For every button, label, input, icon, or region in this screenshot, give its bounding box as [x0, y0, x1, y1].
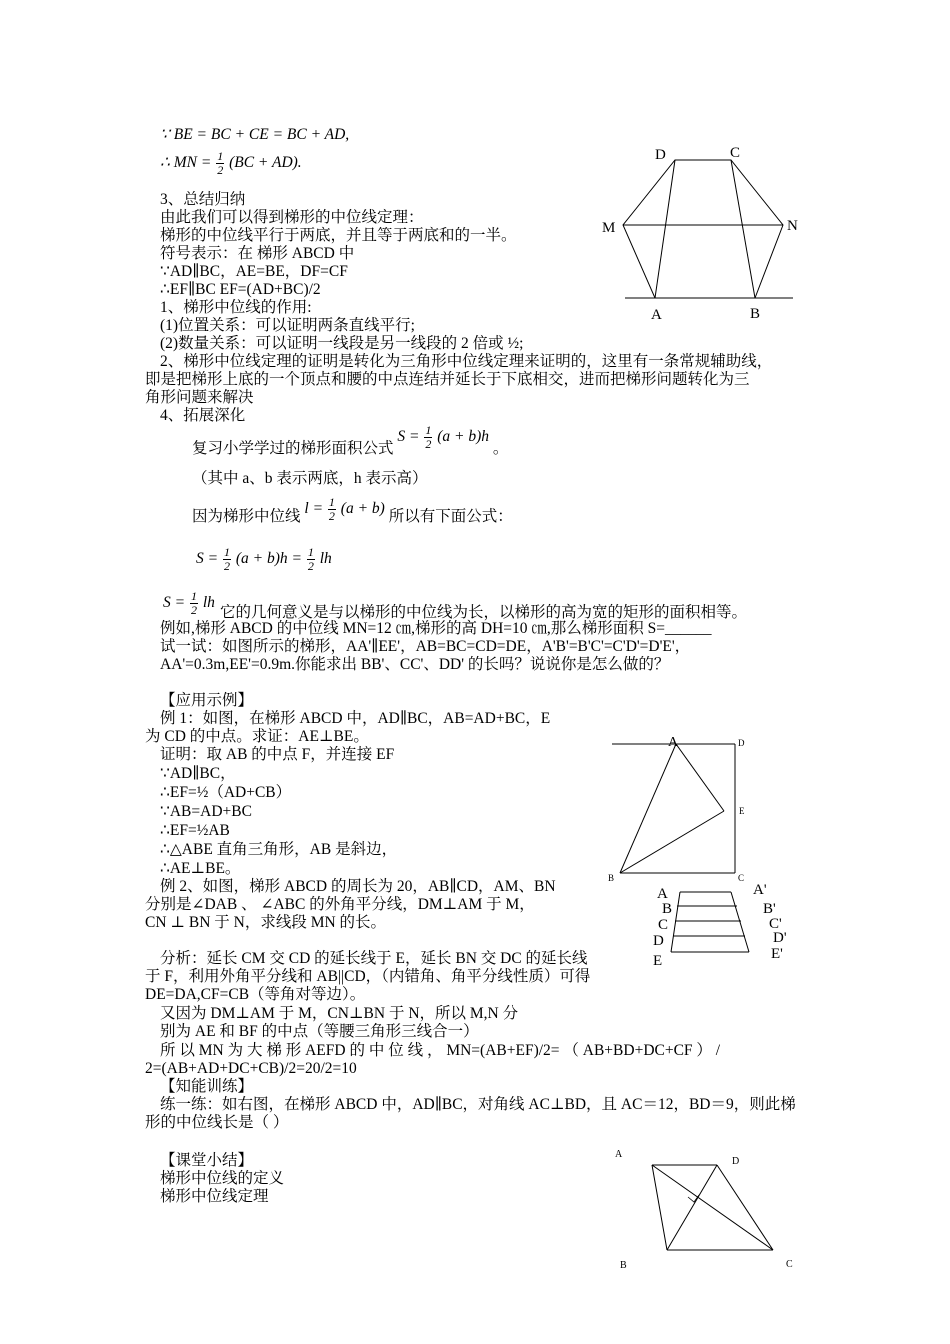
- label-left: B: [662, 901, 673, 917]
- label-c: C: [738, 873, 745, 883]
- midline-fraction: [328, 496, 336, 523]
- label-b: B: [750, 306, 761, 322]
- diagonal-ac: [652, 1165, 773, 1250]
- side-ab: [652, 1165, 667, 1250]
- area-text: 复习小学学过的梯形面积公式: [192, 440, 394, 458]
- label-m: M: [602, 220, 616, 236]
- label-left: E: [653, 953, 663, 969]
- application-heading: 【应用示例】: [160, 692, 254, 709]
- section3-heading: 3、总结归纳: [160, 191, 246, 208]
- area-formula: [397, 423, 493, 451]
- analysis-line: 于 F，利用外角平分线和 AB||CD，（内错角、角平分线性质）可得: [145, 968, 591, 985]
- label-b: B: [608, 873, 615, 883]
- application-line: ∴AE⊥BE。: [160, 860, 241, 877]
- label-right: E': [771, 946, 783, 962]
- big-formula-a: S =: [196, 550, 219, 568]
- big-formula: [196, 546, 332, 573]
- be-equation: ∵ BE = BC + CE = BC + AD,: [160, 126, 350, 143]
- application-line: ∵AB=AD+BC: [160, 803, 252, 820]
- label-c: C: [730, 145, 741, 161]
- analysis-line: 2=(AB+AD+DC+CB)/2=20/2=10: [145, 1060, 357, 1077]
- label-a: A: [615, 1149, 623, 1160]
- frac-den: 2: [223, 559, 230, 573]
- application-line: 证明：取 AB 的中点 F，并连接 EF: [160, 746, 395, 763]
- midline-formula-suffix: (a + b): [340, 500, 385, 518]
- segment-be: [620, 811, 724, 873]
- midline-formula: [304, 495, 388, 523]
- midline-after: 所以有下面公式：: [388, 508, 513, 526]
- stacked-trapezoid-figure: [645, 878, 795, 970]
- area-formula-line: [192, 423, 509, 463]
- frac-den: 2: [307, 559, 314, 573]
- trapezoid-midline-figure: [595, 140, 810, 330]
- frac-num: 1: [223, 545, 230, 559]
- big-fraction-1: [223, 546, 231, 573]
- summary-line: 梯形中位线定理: [160, 1188, 269, 1205]
- big-fraction-2: [307, 546, 315, 573]
- section3-line: (1)位置关系：可以证明两条直线平行;: [160, 317, 415, 334]
- analysis-line: 所 以 MN 为 大 梯 形 AEFD 的 中 位 线 ， MN=(AB+EF)/2= （ AB+BD+DC+CF ） /: [160, 1042, 721, 1059]
- s-formula: [163, 590, 215, 617]
- training-heading: 【知能训练】: [160, 1078, 254, 1095]
- label-left: A: [657, 886, 668, 902]
- s-fraction: [190, 590, 198, 617]
- training-line-1: 练一练：如右图，在梯形 ABCD 中，AD∥BC，对角线 AC⊥BD，且 AC＝12，BD＝9，则此梯: [160, 1096, 796, 1113]
- label-right: D': [773, 930, 787, 946]
- try-line-2: AA'=0.3m,EE'=0.9m.你能求出 BB'、CC'、DD' 的长吗？说说你是怎么做的？: [160, 656, 670, 673]
- mn-suffix: (BC + AD).: [229, 154, 302, 172]
- area-note: （其中 a、b 表示两底，h 表示高）: [192, 470, 428, 487]
- label-c: C: [786, 1259, 793, 1270]
- analysis-line: DE=DA,CF=CB（等角对等边）。: [145, 986, 366, 1003]
- frac-num: 1: [328, 495, 335, 509]
- application-line: 分别是∠DAB 、 ∠ABC 的外角平分线，DM⊥AM 于 M，: [145, 896, 535, 913]
- mn-equation: [160, 150, 302, 177]
- section3-line: 符号表示：在 梯形 ABCD 中: [160, 245, 355, 262]
- frac-num: 1: [425, 423, 432, 437]
- example-line: 例如,梯形 ABCD 的中位线 MN=12 ㎝,梯形的高 DH=10 ㎝,那么梯形面积 S=______: [160, 620, 712, 637]
- side-ab: [620, 744, 676, 873]
- mn-frac-num: 1: [217, 149, 224, 163]
- application-line: CN ⊥ BN 于 N，求线段 MN 的长。: [145, 914, 387, 931]
- label-a: A: [651, 307, 662, 323]
- section3-line: ∵AD∥BC，AE=BE，DF=CF: [160, 263, 348, 280]
- area-fraction: [424, 424, 432, 451]
- application-line: 为 CD 的中点。求证：AE⊥BE。: [145, 728, 369, 745]
- label-right: A': [753, 882, 767, 898]
- outline: [623, 160, 783, 298]
- section3-line: 由此我们可以得到梯形的中位线定理：: [160, 209, 424, 226]
- analysis-line: 又因为 DM⊥AM 于 M，CN⊥BN 于 N，所以 M,N 分: [160, 1005, 519, 1022]
- section4-heading: 4、拓展深化: [160, 407, 246, 424]
- label-d: D: [732, 1156, 740, 1167]
- section3-line: (2)数量关系：可以证明一线段是另一线段的 2 倍或 ½;: [160, 335, 524, 352]
- frac-num: 1: [307, 545, 314, 559]
- analysis-line: 分析：延长 CM 交 CD 的延长线于 E，延长 BN 交 DC 的延长线: [160, 950, 588, 967]
- big-formula-b: (a + b)h =: [235, 550, 302, 568]
- application-line: 例 2、如图，梯形 ABCD 的周长为 20，AB∥CD，AM、BN: [160, 878, 556, 895]
- s-formula-suffix: lh: [202, 594, 215, 612]
- midline-text: 因为梯形中位线: [192, 508, 301, 526]
- meaning-line: 它的几何意义是与以梯形的中位线为长，以梯形的高为宽的矩形的面积相等。: [220, 604, 748, 621]
- area-formula-prefix: S =: [397, 428, 420, 446]
- section3-line: 角形问题来解决: [145, 389, 254, 406]
- side-dc: [717, 1165, 773, 1250]
- section3-line: 1、梯形中位线的作用:: [160, 299, 312, 316]
- label-e: E: [739, 806, 745, 816]
- frac-den: 2: [425, 437, 432, 451]
- frac-den: 2: [190, 603, 197, 617]
- section3-line: ∴EF∥BC EF=(AD+BC)/2: [160, 281, 321, 298]
- label-right: B': [763, 901, 776, 917]
- diagonals-figure: [605, 1145, 805, 1275]
- mn-prefix: ∴ MN =: [160, 154, 212, 172]
- label-n: N: [787, 218, 798, 234]
- label-left: D: [653, 933, 664, 949]
- example1-figure: [600, 730, 760, 885]
- area-formula-suffix: (a + b)h: [437, 428, 490, 446]
- big-formula-c: lh: [319, 550, 332, 568]
- section3-line: 2、梯形中位线定理的证明是转化为三角形中位线定理来证明的，这里有一条常规辅助线，: [160, 353, 773, 370]
- section3-line: 梯形的中位线平行于两底，并且等于两底和的一半。: [160, 227, 517, 244]
- label-d: D: [738, 738, 745, 748]
- label-right: C': [769, 916, 782, 932]
- application-line: ∴EF=½AB: [160, 822, 230, 839]
- application-line: ∴EF=½（AD+CB）: [160, 784, 292, 801]
- frac-den: 2: [328, 509, 335, 523]
- segment-ae: [676, 744, 724, 811]
- application-line: ∵AD∥BC，: [160, 765, 236, 782]
- label-a: A: [668, 735, 679, 750]
- left-leg: [671, 892, 680, 952]
- label-b: B: [620, 1260, 627, 1271]
- area-end: 。: [492, 440, 509, 458]
- label-d: D: [655, 147, 666, 163]
- summary-line: 梯形中位线的定义: [160, 1170, 285, 1187]
- label-left: C: [658, 917, 669, 933]
- midline-formula-prefix: l =: [304, 500, 324, 518]
- section3-line: 即是把梯形上底的一个顶点和腰的中点连结并延长于下底相交，进而把梯形问题转化为三: [145, 371, 750, 388]
- frac-num: 1: [190, 589, 197, 603]
- training-line-2: 形的中位线长是（ ）: [145, 1114, 289, 1131]
- summary-heading: 【课堂小结】: [160, 1152, 254, 1169]
- midline-line: [192, 495, 513, 531]
- mn-frac-den: 2: [217, 163, 224, 177]
- mn-fraction: [216, 150, 224, 177]
- application-line: 例 1：如图，在梯形 ABCD 中，AD∥BC，AB=AD+BC，E: [160, 710, 551, 727]
- s-formula-prefix: S =: [163, 594, 186, 612]
- analysis-line: 别为 AE 和 BF 的中点（等腰三角形三线合一）: [160, 1023, 479, 1040]
- try-line-1: 试一试：如图所示的梯形，AA'∥EE'，AB=BC=CD=DE，A'B'=B'C'=C'D'=D'E'，: [160, 638, 691, 655]
- application-line: ∴△ABE 直角三角形，AB 是斜边，: [160, 841, 398, 858]
- diagonal-bd: [667, 1165, 717, 1250]
- right-leg: [731, 892, 749, 952]
- leg-bc: [731, 160, 755, 298]
